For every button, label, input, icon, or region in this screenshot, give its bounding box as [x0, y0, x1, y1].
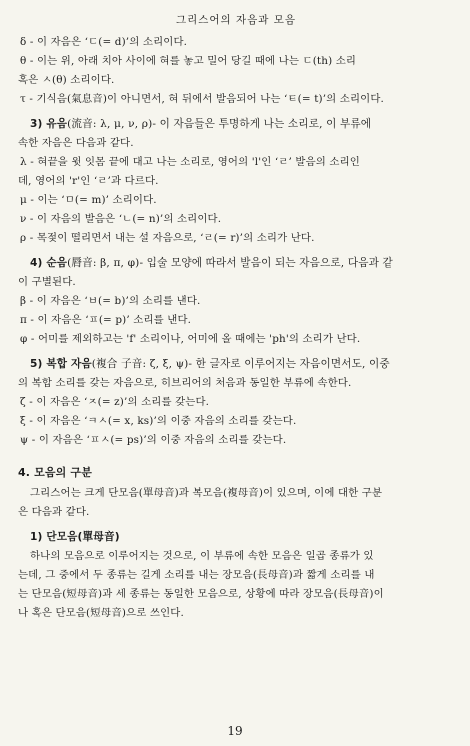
liquids-heading-title: 3) 유음	[30, 118, 68, 130]
liquids-line-2: 속한 자음은 다음과 같다.	[18, 137, 134, 149]
lambda-line-1: λ - 혀끝을 윗 잇몸 끝에 대고 나는 소리로, 영어의 'l'인 ‘ㄹ’ 발음의 소리인	[20, 156, 360, 168]
vowel-intro-line-2: 은 다음과 같다.	[18, 506, 90, 518]
running-head: 그리스어의 자음과 모음	[175, 14, 297, 26]
beta-line: β - 이 자음은 ‘ㅂ(= b)’의 소리를 낸다.	[20, 295, 201, 307]
liquids-heading	[18, 115, 454, 134]
zeta-line: ζ - 이 자음은 ‘ㅈ(= z)’의 소리를 갖는다.	[20, 396, 210, 408]
xi-line: ξ - 이 자음은 ‘ㅋㅅ(= x, ks)’의 이중 자음의 소리를 갖는다.	[20, 415, 297, 427]
single-line-1: 하나의 모음으로 이루어지는 것으로, 이 부류에 속한 모음은 일곱 종류가 있	[30, 550, 374, 562]
single-line-3: 는 단모음(短母音)과 세 종류는 동일한 모음으로, 상황에 따라 장모음(長母音)이	[18, 588, 384, 600]
labials-heading-rest: (脣音: β, π, φ)- 입술 모양에 따라서 발음이 되는 자음으로, 다음과 같	[67, 257, 393, 269]
double-consonants-heading	[18, 355, 454, 374]
theta-line-1: θ - 이는 위, 아래 치아 사이에 혀를 놓고 밀어 당길 때에 나는 ㄷ(th) 소리	[20, 55, 357, 67]
vowel-intro-line-1: 그리스어는 크게 단모음(單母音)과 복모음(複母音)이 있으며, 이에 대한 구분	[30, 487, 383, 499]
single-line-2: 는데, 그 중에서 두 종류는 길게 소리를 내는 장모음(長母音)과 짧게 소리를 내	[18, 569, 375, 581]
labials-line-2: 이 구별된다.	[18, 276, 76, 288]
pi-line: π - 이 자음은 ‘ㅍ(= p)’ 소리를 낸다.	[20, 314, 192, 326]
theta-line-2: 혹은 ㅅ(θ) 소리이다.	[18, 74, 115, 86]
section-4-heading: 4. 모음의 구분	[18, 466, 92, 479]
lambda-line-2: 데, 영어의 'r'인 ‘ㄹ’과 다르다.	[18, 175, 159, 187]
labials-heading	[18, 254, 454, 273]
single-line-4: 나 혹은 단모음(短母音)으로 쓰인다.	[18, 607, 184, 619]
double-heading-title: 5) 복합 자음	[30, 358, 92, 370]
double-line-2: 의 복합 소리를 갖는 자음으로, 히브리어의 처음과 동일한 부류에 속한다.	[18, 377, 352, 389]
nu-line: ν - 이 자음의 발음은 ‘ㄴ(= n)’의 소리이다.	[20, 213, 222, 225]
rho-line: ρ - 목젖이 떨리면서 내는 설 자음으로, ‘ㄹ(= r)’의 소리가 난다.	[20, 232, 315, 244]
single-vowels-heading: 1) 단모음(單母音)	[30, 531, 120, 543]
mu-line: μ - 이는 ‘ㅁ(= m)’ 소리이다.	[20, 194, 157, 206]
double-heading-rest: (複合 子音: ζ, ξ, ψ)- 한 글자로 이루어지는 자음이면서도, 이중	[91, 358, 390, 370]
tau-line: τ - 기식음(氣息音)이 아니면서, 혀 뒤에서 발음되어 나는 ‘ㅌ(= t)’의 소리이다.	[20, 93, 385, 105]
labials-heading-title: 4) 순음	[30, 257, 68, 269]
psi-line: ψ - 이 자음은 ‘ㅍㅅ(= ps)’의 이중 자음의 소리를 갖는다.	[20, 434, 287, 446]
liquids-heading-rest: (流音: λ, μ, ν, ρ)- 이 자음들은 투명하게 나는 소리로, 이 부류에	[67, 118, 372, 130]
phi-line: φ - 어미를 제외하고는 'f' 소리이나, 어미에 올 때에는 'ph'의 소리가 난다.	[20, 333, 361, 345]
delta-line: δ - 이 자음은 ‘ㄷ(= d)’의 소리이다.	[20, 36, 188, 48]
page-number: 19	[227, 724, 243, 738]
